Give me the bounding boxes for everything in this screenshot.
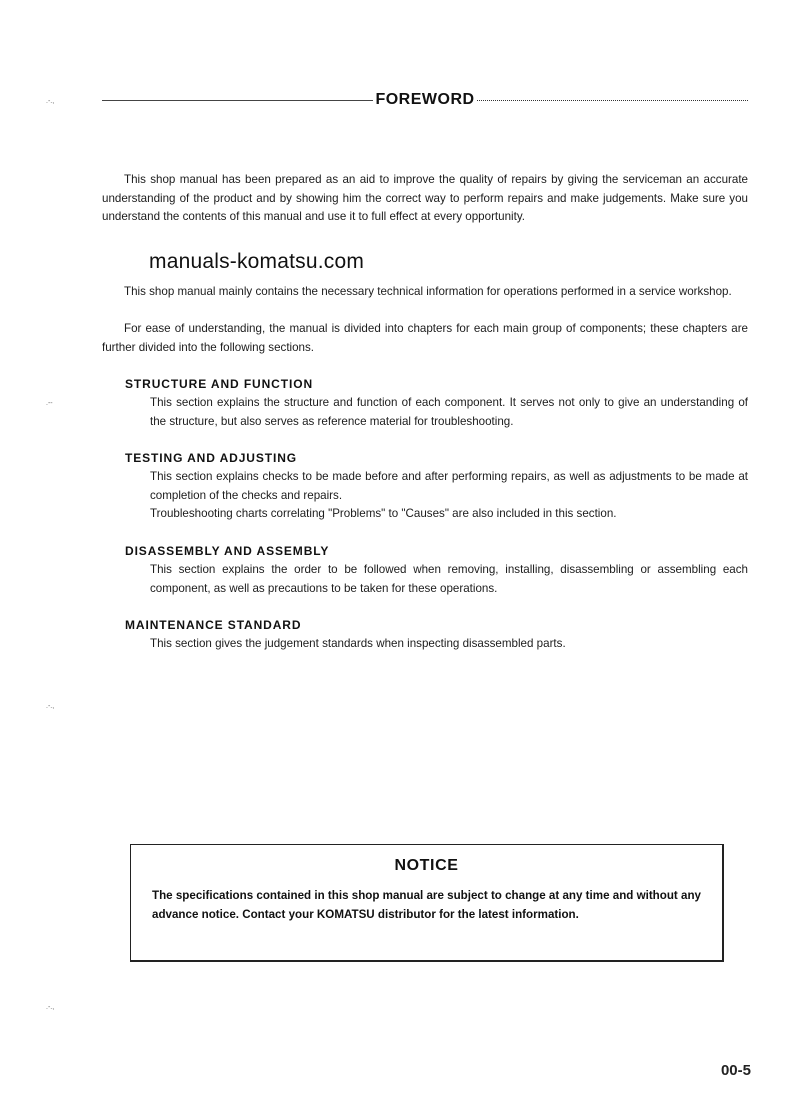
notice-box — [130, 844, 724, 962]
scan-mark: .-., — [46, 1004, 55, 1011]
foreword-heading — [102, 88, 748, 112]
intro-paragraph-2: This shop manual mainly contains the necessary technical information for operations performed in a service workshop. — [124, 285, 732, 298]
notice-text: The specifications contained in this shop manual are subject to change at any time and without any advance notice. Contact your KOMATSU distributor for the latest information. — [152, 889, 701, 921]
page-number: 00-5 — [720, 1062, 751, 1079]
section-body-maintenance-standard: This section gives the judgement standards when inspecting disassembled parts. — [150, 637, 566, 650]
scan-mark: .-- — [46, 400, 53, 407]
section-body-testing-and-adjusting: This section explains checks to be made before and after performing repairs, as well as adjustments to be made at completion of the checks and repairs. Troubleshooting charts correlating "Problems" to "Causes" are also included in this section. — [150, 470, 748, 521]
intro-paragraph-1: This shop manual has been prepared as an aid to improve the quality of repairs by giving the serviceman an accurate understanding of the product and by showing him the correct way to perform repairs and make judgements. Make sure you understand the contents of this manual and use it to full effect at every opportunity. — [102, 173, 748, 224]
intro-paragraph-3: For ease of understanding, the manual is divided into chapters for each main group of components; these chapters are further divided into the following sections. — [102, 322, 748, 354]
page-title: FOREWORD — [375, 91, 475, 108]
section-body-structure-and-function: This section explains the structure and function of each component. It serves not only to give an understanding of the structure, but also serves as reference material for troubleshooting. — [150, 396, 748, 428]
notice-title: NOTICE — [394, 857, 459, 874]
section-title-testing-and-adjusting: TESTING AND ADJUSTING — [125, 451, 298, 465]
heading-rule-right — [477, 100, 748, 101]
scan-mark: .-., — [46, 98, 55, 105]
section-title-disassembly-and-assembly: DISASSEMBLY AND ASSEMBLY — [125, 544, 330, 558]
scan-mark: .-., — [46, 703, 55, 710]
section-body-disassembly-and-assembly: This section explains the order to be followed when removing, installing, disassembling or assembling each component, as well as precautions to be taken for these operations. — [150, 563, 748, 595]
section-title-structure-and-function: STRUCTURE AND FUNCTION — [125, 377, 314, 391]
watermark-text: manuals-komatsu.com — [149, 250, 365, 273]
section-title-maintenance-standard: MAINTENANCE STANDARD — [125, 618, 302, 632]
heading-rule-left — [102, 100, 373, 101]
